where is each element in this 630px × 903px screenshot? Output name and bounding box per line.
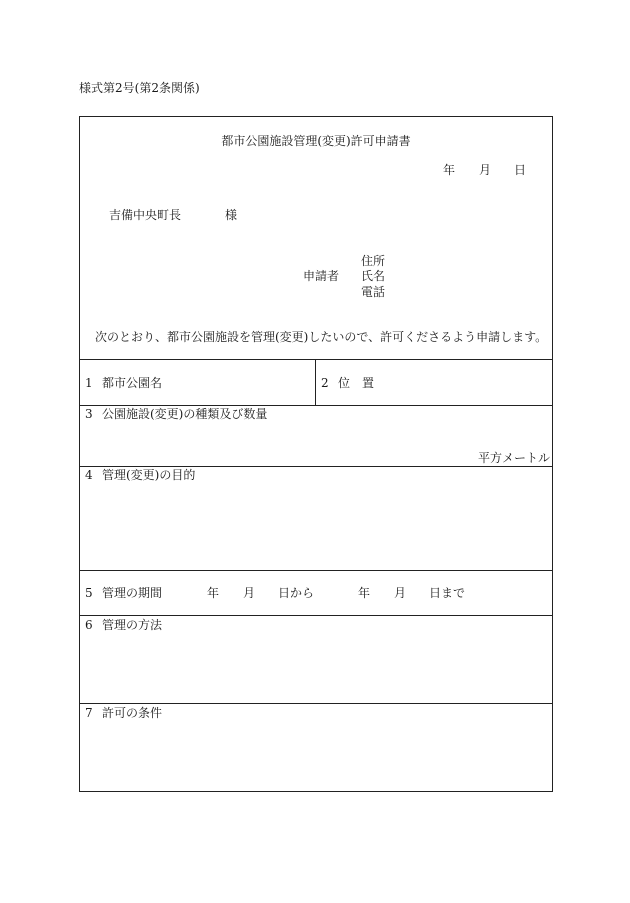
period-year-2: 年 (358, 586, 371, 600)
item-7-number: 7 (85, 706, 93, 720)
item-1-number: 1 (85, 376, 93, 390)
divider-row-1 (79, 405, 553, 406)
item-4-number: 4 (85, 468, 93, 482)
purpose-label: 管理(変更)の目的 (102, 468, 196, 482)
item-6-number: 6 (85, 618, 93, 632)
divider-row-3 (79, 466, 553, 467)
divider-row-1-split (315, 359, 316, 405)
divider-row-6 (79, 703, 553, 704)
period-month-2: 月 (394, 586, 407, 600)
facility-unit-label: 平方メートル (478, 451, 551, 465)
divider-row-5 (79, 615, 553, 616)
item-2-number: 2 (321, 376, 329, 390)
facility-type-label: 公園施設(変更)の種類及び数量 (102, 407, 268, 421)
divider-header (79, 359, 553, 360)
addressee-name: 吉備中央町長 (109, 208, 182, 222)
park-name-label: 都市公園名 (102, 376, 163, 390)
date-day-label: 日 (514, 163, 527, 177)
applicant-address-label: 住所 (361, 254, 386, 268)
period-year-1: 年 (207, 586, 220, 600)
method-label: 管理の方法 (102, 618, 163, 632)
period-from-label: 日から (278, 586, 315, 600)
applicant-name-label: 氏名 (361, 269, 386, 283)
applicant-phone-label: 電話 (361, 285, 386, 299)
addressee-honorific: 様 (225, 208, 238, 222)
date-year-label: 年 (443, 163, 456, 177)
period-label: 管理の期間 (102, 586, 163, 600)
form-title: 都市公園施設管理(変更)許可申請書 (221, 134, 411, 148)
form-label: 様式第2号(第2条関係) (79, 81, 200, 95)
period-until-label: 日まで (429, 586, 466, 600)
application-statement: 次のとおり、都市公園施設を管理(変更)したいので、許可くださるよう申請します。 (95, 330, 548, 344)
applicant-label: 申請者 (303, 269, 340, 283)
divider-row-4 (79, 570, 553, 571)
item-5-number: 5 (85, 586, 93, 600)
period-month-1: 月 (243, 586, 256, 600)
location-label: 位 置 (338, 376, 375, 390)
conditions-label: 許可の条件 (102, 706, 163, 720)
date-month-label: 月 (479, 163, 492, 177)
item-3-number: 3 (85, 407, 93, 421)
